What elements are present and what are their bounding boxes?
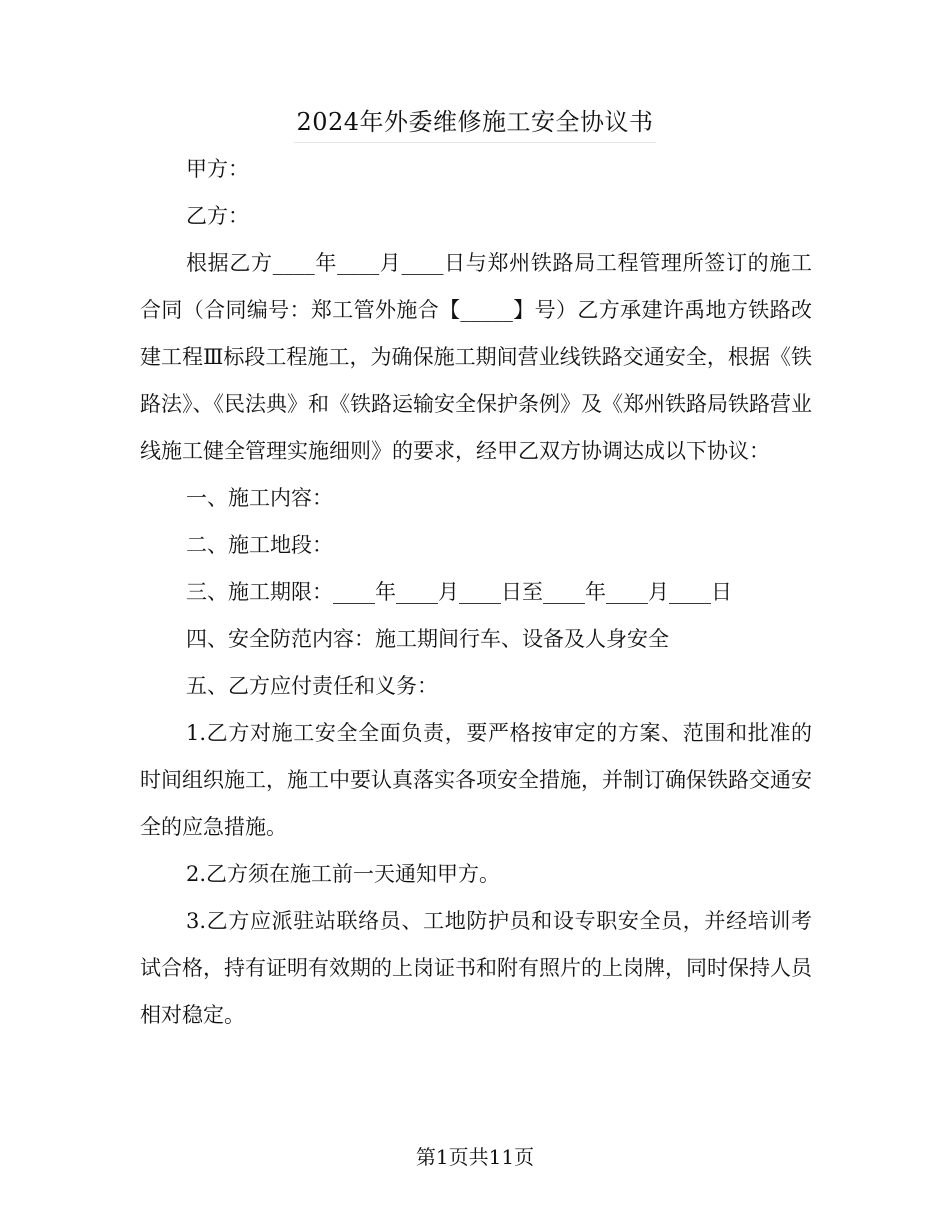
party-b-line: 乙方： [186, 204, 249, 228]
title-container [0, 104, 950, 143]
party-a-line: 甲方： [186, 157, 249, 181]
preamble-paragraph: 根据乙方____年____月____日与郑州铁路局工程管理所签订的施工合同（合同编号：郑工管外施合【_____】号）乙方承建许禹地方铁路改建工程Ⅲ标段工程施工，为确保施工期间营业线铁路交通安全，根据《铁路法》、《民法典》和《铁路运输安全保护条例》及《郑州铁路局铁路营业线施工健全管理实施细则》的要求，经甲乙双方协调达成以下协议： [140, 251, 812, 463]
duty-item-2: 2.乙方须在施工前一天通知甲方。 [186, 862, 501, 886]
document-title: 2024年外委维修施工安全协议书 [294, 104, 655, 143]
document-body [140, 146, 812, 1039]
section-construction-period: 三、施工期限：____年____月____日至____年____月____日 [186, 580, 732, 604]
section-safety-content: 四、安全防范内容：施工期间行车、设备及人身安全 [186, 627, 669, 651]
duty-item-3: 3.乙方应派驻站联络员、工地防护员和设专职安全员，并经培训考试合格，持有证明有效期的上岗证书和附有照片的上岗牌，同时保持人员相对稳定。 [140, 909, 812, 1027]
section-party-b-duties: 五、乙方应付责任和义务： [186, 674, 438, 698]
section-construction-content: 一、施工内容： [186, 486, 333, 510]
duty-item-1: 1.乙方对施工安全全面负责，要严格按审定的方案、范围和批准的时间组织施工，施工中要认真落实各项安全措施，并制订确保铁路交通安全的应急措施。 [140, 721, 812, 839]
section-construction-location: 二、施工地段： [186, 533, 333, 557]
page-footer: 第1页共11页 [415, 1145, 535, 1169]
